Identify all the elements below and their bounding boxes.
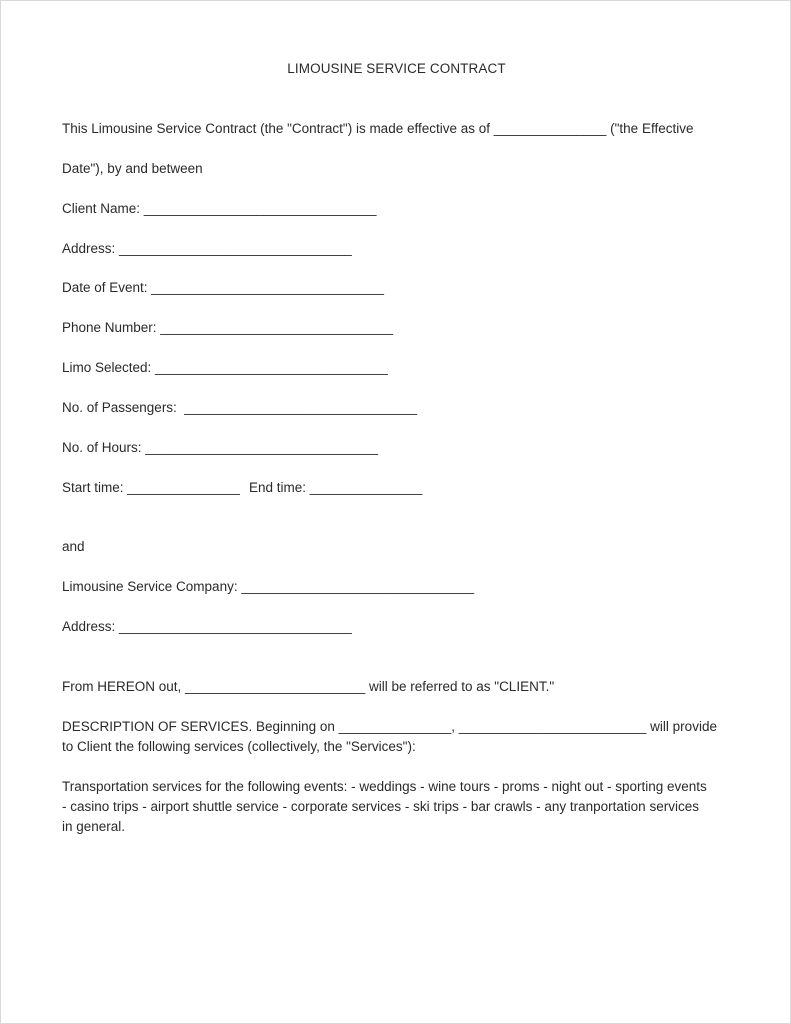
start-time-field: Start time: _______________ bbox=[62, 480, 240, 495]
transport-line-2: - casino trips - airport shuttle service - corporate services - ski trips - bar crawls - any tranportation services bbox=[62, 799, 699, 814]
company-field: Limousine Service Company: _______________________________ bbox=[62, 579, 475, 594]
intro-line-2: Date"), by and between bbox=[62, 161, 203, 176]
hereon-clause: From HEREON out, ________________________ will be referred to as "CLIENT." bbox=[62, 679, 555, 694]
limo-selected-field: Limo Selected: _______________________________ bbox=[62, 360, 388, 375]
client-name-field: Client Name: _______________________________ bbox=[62, 201, 377, 216]
and-text: and bbox=[62, 539, 85, 554]
description-line-1: DESCRIPTION OF SERVICES. Beginning on _______________, _________________________ will provide bbox=[62, 719, 717, 734]
end-time-field: End time: _______________ bbox=[249, 480, 423, 495]
hours-field: No. of Hours: _______________________________ bbox=[62, 440, 379, 455]
transport-line-1: Transportation services for the following events: - weddings - wine tours - proms - night out - sporting events bbox=[62, 779, 707, 794]
client-address-field: Address: _______________________________ bbox=[62, 241, 352, 256]
company-address-field: Address: _______________________________ bbox=[62, 619, 352, 634]
date-of-event-field: Date of Event: _______________________________ bbox=[62, 280, 385, 295]
transport-line-3: in general. bbox=[62, 819, 126, 834]
passengers-field: No. of Passengers: _______________________________ bbox=[62, 400, 418, 415]
phone-number-field: Phone Number: _______________________________ bbox=[62, 320, 394, 335]
contract-title: LIMOUSINE SERVICE CONTRACT bbox=[287, 61, 506, 76]
description-line-2: to Client the following services (collectively, the "Services"): bbox=[62, 739, 416, 754]
intro-line-1: This Limousine Service Contract (the "Contract") is made effective as of _______________ ("the Effective bbox=[62, 121, 694, 136]
